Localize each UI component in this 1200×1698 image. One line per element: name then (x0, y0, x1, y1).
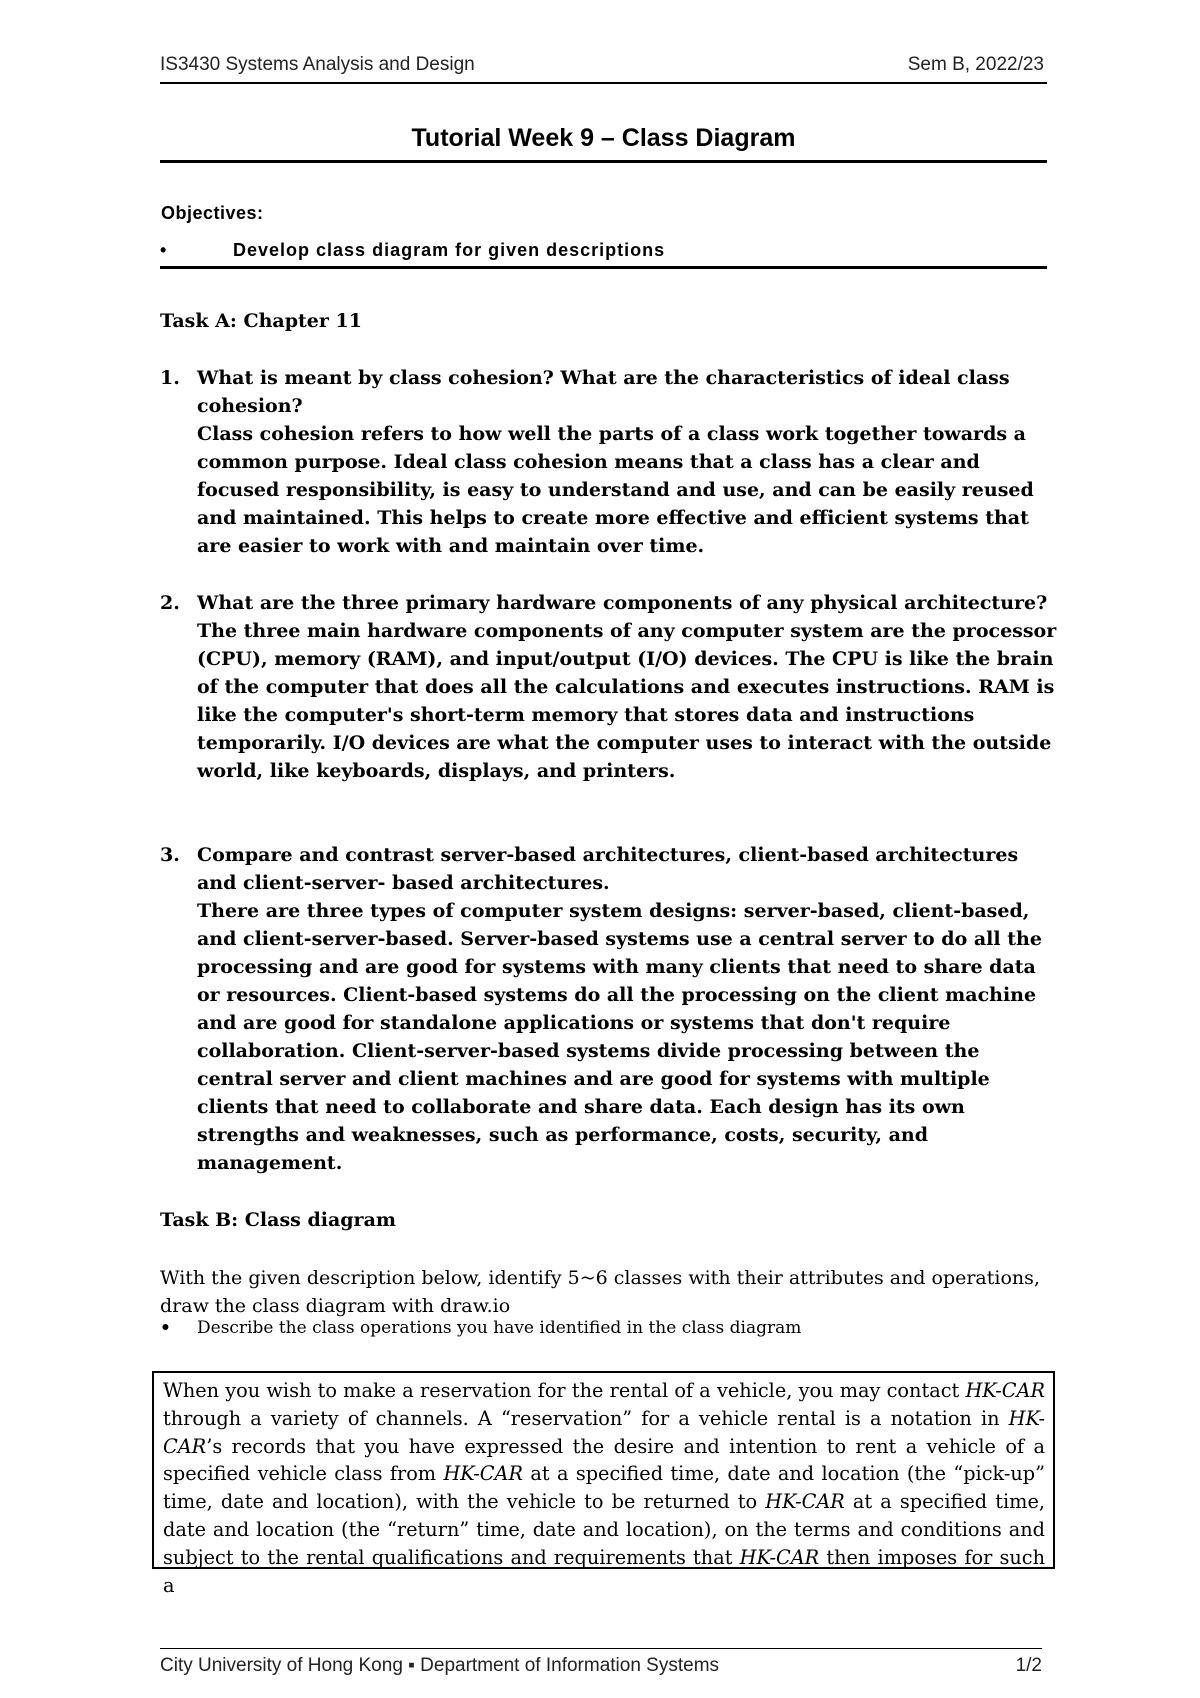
semester: Sem B, 2022/23 (907, 54, 1044, 75)
bullet-glyph: • (160, 1318, 171, 1338)
description-text: ’s records that you have expressed the desire and intention to rent a vehicle of a specified vehicle class from (163, 1434, 1045, 1486)
title-divider (160, 160, 1047, 163)
page-footer (160, 1648, 1042, 1681)
objectives-divider (160, 266, 1047, 269)
brand-name: HK-CAR (443, 1462, 523, 1486)
answer-text: The three main hardware components of any computer system are the processor (CPU), memory (RAM), and input/output (I/O) devices. The CPU is like the brain of the computer that does all the calculations and executes instructions. RAM is like the computer's short-term memory that stores data and instructions temporarily. I/O devices are what the computer uses to interact with the outside world, like keyboards, displays, and printers. (197, 620, 1057, 782)
page-header (160, 54, 1047, 84)
answer-text: Class cohesion refers to how well the parts of a class work together towards a common purpose. Ideal class cohesion means that a class has a clear and focused responsibility, is easy to understand and use, and can be easily reused and maintained. This helps to create more effective and efficient systems that are easier to work with and maintain over time. (197, 423, 1034, 557)
objectives-label: Objectives: (161, 203, 264, 223)
brand-name: HK-CAR (163, 1406, 1045, 1458)
brand-name: HK-CAR (965, 1379, 1045, 1402)
objectives-bullet: • (160, 240, 167, 260)
question-number: 2. (160, 592, 180, 614)
objective-item: Develop class diagram for given descriptions (233, 240, 666, 260)
task-b-intro-text: With the given description below, identify 5~6 classes with their attributes and operations, draw the class diagram with draw.io (160, 1267, 1040, 1317)
page-title: Tutorial Week 9 – Class Diagram (411, 124, 796, 152)
description-text: When you wish to make a reservation for the rental of a vehicle, you may contact (163, 1379, 966, 1402)
brand-name: HK-CAR (739, 1545, 820, 1569)
question-text: Compare and contrast server-based architectures, client-based architectures and client-server- based architectures. (197, 844, 1019, 894)
question-text: What is meant by class cohesion? What are the characteristics of ideal class cohesion? (197, 367, 1010, 417)
question-text: What are the three primary hardware components of any physical architecture? (197, 592, 1048, 614)
description-text: then imposes for such a (163, 1545, 1045, 1597)
answer-text: There are three types of computer system designs: server-based, client-based, and client-server-based. Server-based systems use a central server to do all the processing and are good for systems with many clients that need to share data or resources. Client-based systems do all the processing on the client machine and are good for standalone applications or systems that don't require collaboration. Client-server-based systems divide processing between the central server and client machines and are good for systems with multiple clients that need to collaborate and share data. Each design has its own strengths and weaknesses, such as performance, costs, security, and management. (197, 900, 1042, 1174)
brand-name: HK-CAR (765, 1490, 845, 1514)
task-b-heading: Task B: Class diagram (160, 1209, 396, 1231)
page-number: 1/2 (1015, 1655, 1042, 1676)
question-number: 3. (160, 844, 180, 866)
description-text: through a variety of channels. A “reservation” for a vehicle rental is a notation in (163, 1406, 1009, 1430)
course-name: IS3430 Systems Analysis and Design (160, 54, 475, 75)
task-a-heading: Task A: Chapter 11 (160, 310, 362, 332)
question-number: 1. (160, 367, 180, 389)
description-text: at a specified time, date and location (the “pick-up” time, date and location), with the vehicle to be returned to (163, 1462, 1045, 1514)
description-text: at a specified time, date and location (the “return” time, date and location), on the terms and conditions and subject to the rental qualifications and requirements that (163, 1490, 1045, 1569)
footer-institution: City University of Hong Kong ▪ Department of Information Systems (160, 1655, 720, 1676)
bullet-text: Describe the class operations you have identified in the class diagram (197, 1318, 802, 1338)
description-box (152, 1371, 1055, 1597)
task-b-intro (160, 1264, 1060, 1320)
